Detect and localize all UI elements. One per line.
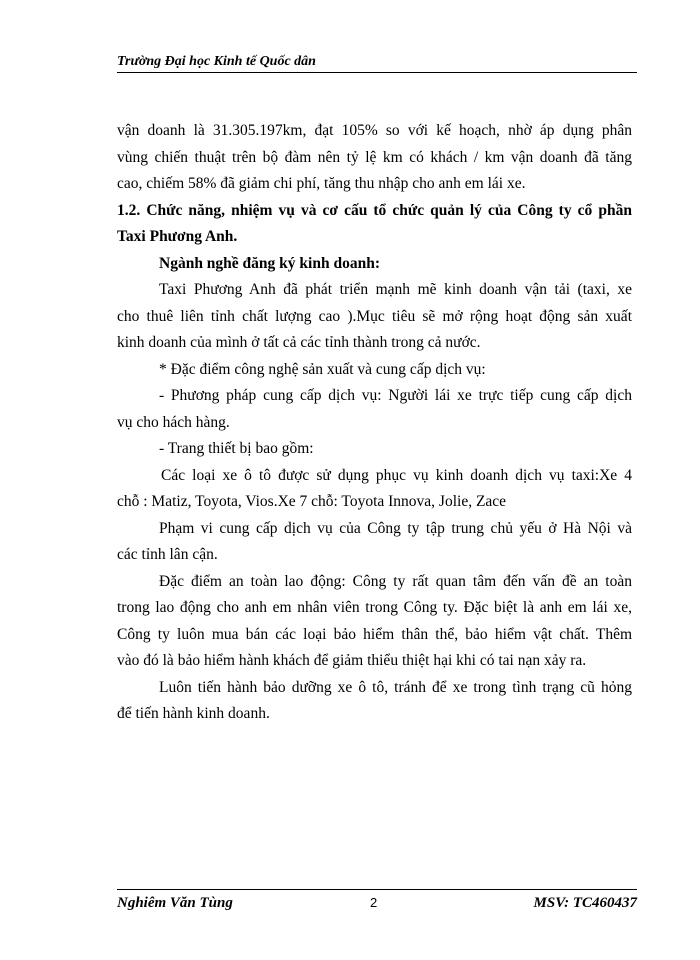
list-item: - Trang thiết bị bao gồm: [159, 440, 314, 457]
page-number: 2 [370, 895, 378, 910]
body-line: vào đó là bảo hiểm hành khách để giảm thiểu thiệt hại khi có tai nạn xảy ra. [117, 652, 587, 669]
list-item: - Phương pháp cung cấp dịch vụ: Người lái xe trực tiếp cung cấp dịch [159, 387, 632, 404]
body-line: kinh doanh của mình ở tất cả các tỉnh thành trong cả nước. [117, 334, 481, 351]
body-line: * Đặc điểm công nghệ sản xuất và cung cấp dịch vụ: [159, 360, 486, 378]
body-line: vận doanh là 31.305.197km, đạt 105% so với kế hoạch, nhờ áp dụng phân [117, 122, 632, 139]
body-line: vùng chiến thuật trên bộ đàm nên tỷ lệ km có khách / km vận doanh đã tăng [117, 148, 632, 166]
section-heading: Taxi Phương Anh. [117, 228, 238, 245]
body-line: Công ty luôn mua bán các loại bảo hiểm thân thể, bảo hiểm vật chất. Thêm [117, 625, 632, 643]
page-header-title: Trường Đại học Kinh tế Quốc dân [117, 54, 316, 69]
body-line: cho thuê liên tỉnh chất lượng cao ).Mục tiêu sẽ mở rộng hoạt động sản xuất [117, 307, 632, 325]
subsection-heading: Ngành nghề đăng ký kinh doanh: [159, 254, 380, 272]
body-line: các tỉnh lân cận. [117, 546, 218, 563]
body-line: Luôn tiến hành bảo dưỡng xe ô tô, tránh để xe trong tình trạng cũ hỏng [159, 678, 632, 696]
body-line: chỗ : Matiz, Toyota, Vios.Xe 7 chỗ: Toyota Innova, Jolie, Zace [117, 493, 507, 510]
footer-student-id: MSV: TC460437 [533, 895, 637, 911]
footer-divider [117, 889, 637, 890]
document-body [117, 118, 632, 728]
header-divider [117, 72, 637, 73]
body-line: trong lao động cho anh em nhân viên trong Công ty. Đặc biệt là anh em lái xe, [117, 599, 632, 616]
body-line: vụ cho hách hàng. [117, 413, 230, 431]
body-line: cao, chiếm 58% đã giảm chi phí, tăng thu nhập cho anh em lái xe. [117, 175, 526, 192]
body-line: để tiến hành kinh doanh. [117, 705, 270, 722]
footer-author: Nghiêm Văn Tùng [117, 895, 233, 911]
body-line: Phạm vi cung cấp dịch vụ của Công ty tập trung chủ yếu ở Hà Nội và [159, 519, 632, 537]
body-line: Đặc điểm an toàn lao động: Công ty rất quan tâm đến vấn đề an toàn [159, 572, 632, 590]
body-line: Các loại xe ô tô được sử dụng phục vụ kinh doanh dịch vụ taxi:Xe 4 [161, 466, 632, 484]
body-line: Taxi Phương Anh đã phát triển mạnh mẽ kinh doanh vận tải (taxi, xe [159, 281, 632, 298]
section-heading: 1.2. Chức năng, nhiệm vụ và cơ cấu tổ chức quản lý của Công ty cổ phần [117, 201, 632, 219]
